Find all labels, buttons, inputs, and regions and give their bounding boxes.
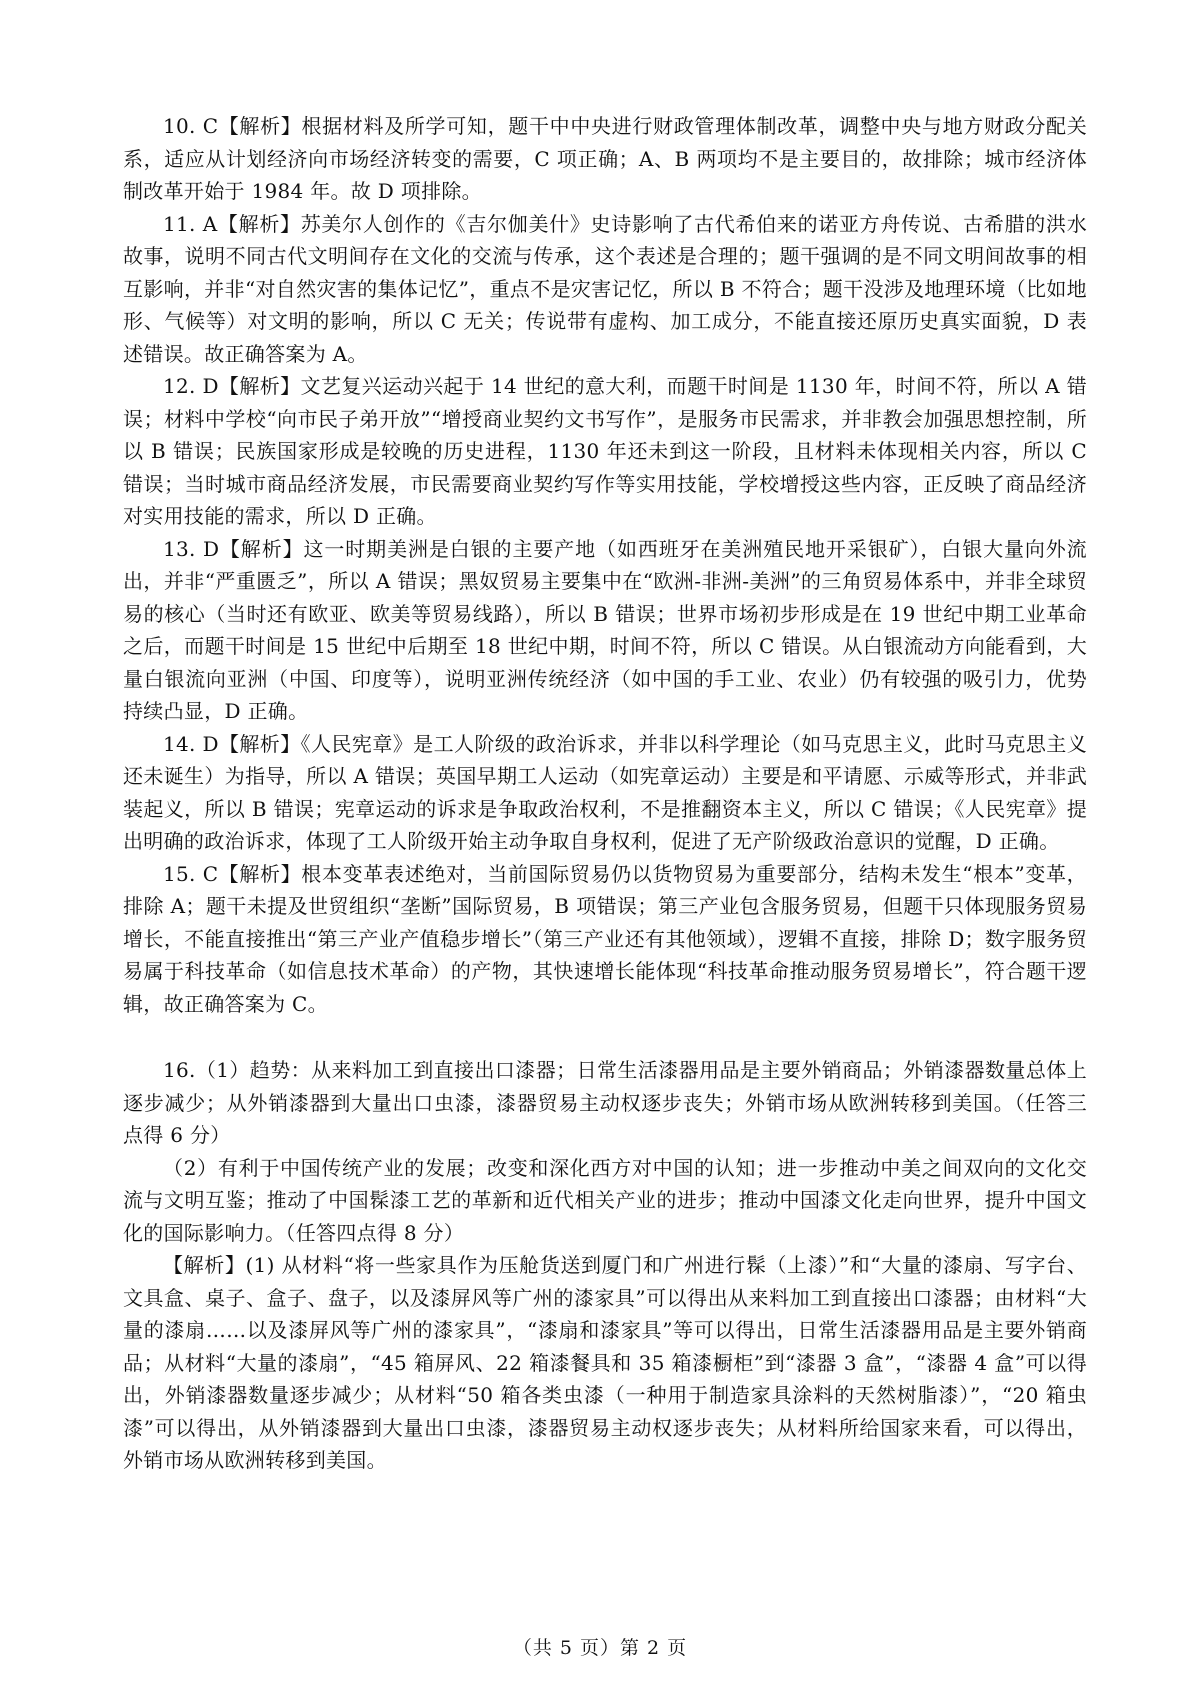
answer-12: 12. D【解析】文艺复兴运动兴起于 14 世纪的意大利，而题干时间是 1130 年，时间不符，所以 A 错误；材料中学校“向市民子弟开放”“增授商业契约文书写作”，是服务市民需求，并非教会加强思想控制，所以 B 错误；民族国家形成是较晚的历史进程，1130 年还未到这一阶段，且材料未体现相关内容，所以 C 错误；当时城市商品经济发展，市民需要商业契约写作等实用技能，学校增授这些内容，正反映了商品经济对实用技能的需求，所以 D 正确。 <box>123 374 1087 528</box>
answer-13: 13. D【解析】这一时期美洲是白银的主要产地（如西班牙在美洲殖民地开采银矿），白银大量向外流出，并非“严重匮乏”，所以 A 错误；黑奴贸易主要集中在“欧洲-非洲-美洲”的三角贸易体系中，并非全球贸易的核心（当时还有欧亚、欧美等贸易线路），所以 B 错误；世界市场初步形成是在 19 世纪中期工业革命之后，而题干时间是 15 世纪中后期至 18 世纪中期，时间不符，所以 C 错误。从白银流动方向能看到，大量白银流向亚洲（中国、印度等），说明亚洲传统经济（如中国的手工业、农业）仍有较强的吸引力，优势持续凸显，D 正确。 <box>123 536 1087 723</box>
answer-10: 10. C【解析】根据材料及所学可知，题干中中央进行财政管理体制改革，调整中央与地方财政分配关系，适应从计划经济向市场经济转变的需要，C 项正确；A、B 两项均不是主要目的，故排除；城市经济体制改革开始于 1984 年。故 D 项排除。 <box>123 114 1087 203</box>
answer-16-part-1: 16.（1）趋势：从来料加工到直接出口漆器；日常生活漆器用品是主要外销商品；外销漆器数量总体上逐步减少；从外销漆器到大量出口虫漆，漆器贸易主动权逐步丧失；外销市场从欧洲转移到美国。（任答三点得 6 分） <box>123 1058 1087 1147</box>
answer-16-analysis: 【解析】(1) 从材料“将一些家具作为压舱货送到厦门和广州进行髹（上漆）”和“大量的漆扇、写字台、文具盒、桌子、盒子、盘子，以及漆屏风等广州的漆家具”可以得出从来料加工到直接出口漆器；由材料“大量的漆扇……以及漆屏风等广州的漆家具”，“漆扇和漆家具”等可以得出，日常生活漆器用品是主要外销商品；从材料“大量的漆扇”，“45 箱屏风、22 箱漆餐具和 35 箱漆橱柜”到“漆器 3 盒”，“漆器 4 盒”可以得出，外销漆器数量逐步减少；从材料“50 箱各类虫漆（一种用于制造家具涂料的天然树脂漆）”，“20 箱虫漆”可以得出，从外销漆器到大量出口虫漆，漆器贸易主动权逐步丧失；从材料所给国家来看，可以得出，外销市场从欧洲转移到美国。 <box>123 1253 1087 1472</box>
section-gap <box>123 1020 1087 1054</box>
answer-11: 11. A【解析】苏美尔人创作的《吉尔伽美什》史诗影响了古代希伯来的诺亚方舟传说、古希腊的洪水故事，说明不同古代文明间存在文化的交流与传承，这个表述是合理的；题干强调的是不同文明间故事的相互影响，并非“对自然灾害的集体记忆”，重点不是灾害记忆，所以 B 不符合；题干没涉及地理环境（比如地形、气候等）对文明的影响，所以 C 无关；传说带有虚构、加工成分，不能直接还原历史真实面貌，D 表述错误。故正确答案为 A。 <box>123 211 1087 366</box>
page-footer: （共 5 页）第 2 页 <box>512 1637 688 1659</box>
answer-15: 15. C【解析】根本变革表述绝对，当前国际贸易仍以货物贸易为重要部分，结构未发生“根本”变革，排除 A；题干未提及世贸组织“垄断”国际贸易，B 项错误；第三产业包含服务贸易，但题干只体现服务贸易增长，不能直接推出“第三产业产值稳步增长”（第三产业还有其他领域），逻辑不直接，排除 D；数字服务贸易属于科技革命（如信息技术革命）的产物，其快速增长能体现“科技革命推动服务贸易增长”，符合题干逻辑，故正确答案为 C。 <box>123 861 1087 1016</box>
answer-14: 14. D【解析】《人民宪章》是工人阶级的政治诉求，并非以科学理论（如马克思主义，此时马克思主义还未诞生）为指导，所以 A 错误；英国早期工人运动（如宪章运动）主要是和平请愿、示威等形式，并非武装起义，所以 B 错误；宪章运动的诉求是争取政治权利，不是推翻资本主义，所以 C 错误；《人民宪章》提出明确的政治诉求，体现了工人阶级开始主动争取自身权利，促进了无产阶级政治意识的觉醒，D 正确。 <box>123 731 1087 853</box>
answer-16-part-2: （2）有利于中国传统产业的发展；改变和深化西方对中国的认知；进一步推动中美之间双向的文化交流与文明互鉴；推动了中国髹漆工艺的革新和近代相关产业的进步；推动中国漆文化走向世界，提升中国文化的国际影响力。（任答四点得 8 分） <box>123 1155 1087 1245</box>
answer-document <box>123 110 1087 1477</box>
